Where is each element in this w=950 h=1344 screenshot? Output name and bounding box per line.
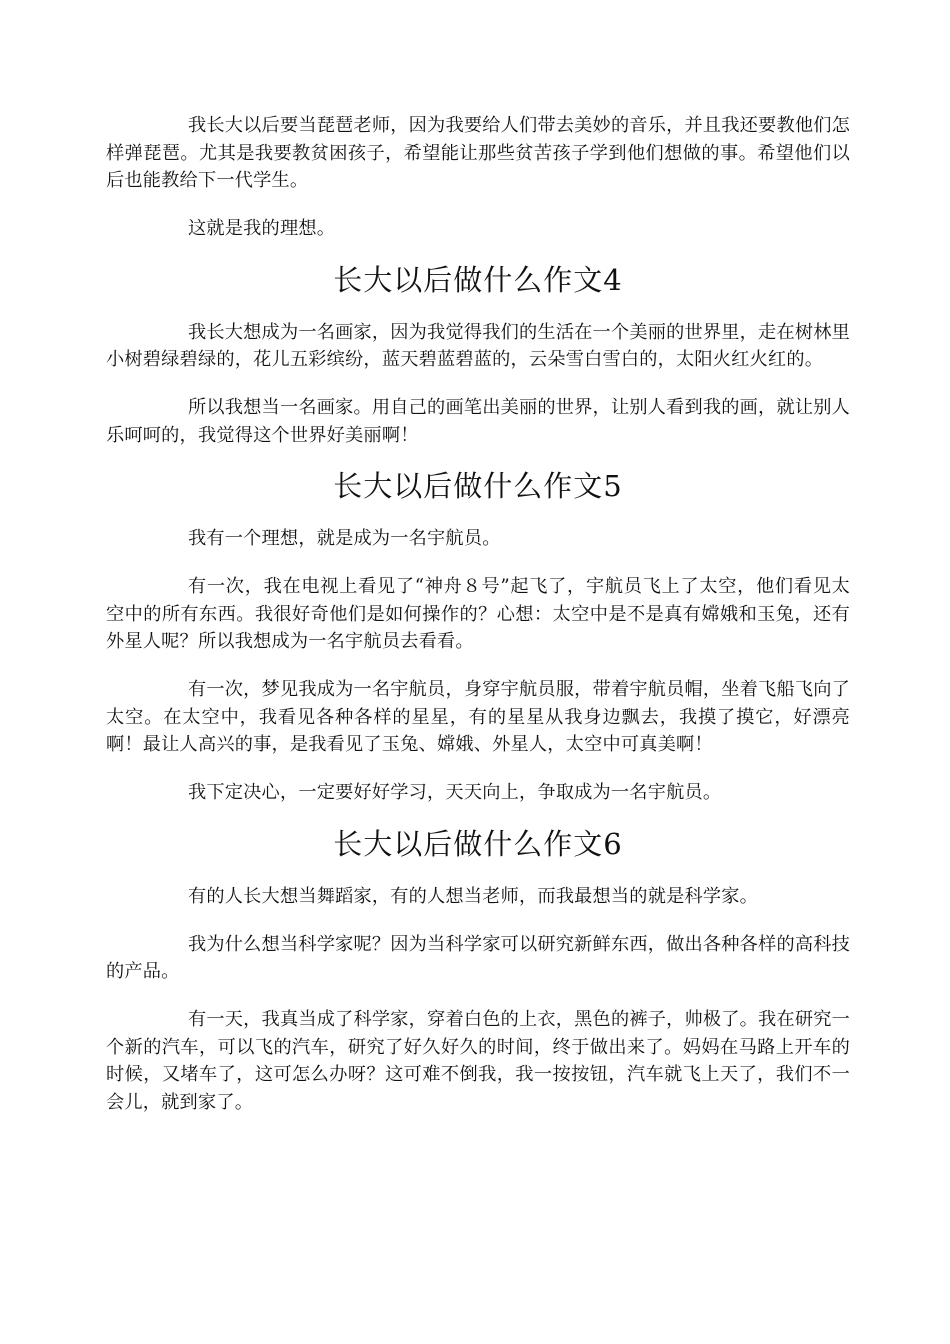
paragraph: 有一次，我在电视上看见了“神舟８号”起飞了，宇航员飞上了太空，他们看见太空中的所有东西。我很好奇他们是如何操作的？心想：太空中是不是真有嫦娥和玉兔，还有外星人呢？所以我想成为一名宇航员去看看。 xyxy=(106,576,851,652)
paragraph: 这就是我的理想。 xyxy=(188,218,336,239)
essay-title: 长大以后做什么作文4 xyxy=(333,262,623,297)
essay-4 xyxy=(106,255,850,450)
paragraph: 我为什么想当科学家呢？因为当科学家可以研究新鲜东西，做出各种各样的高科技的产品。 xyxy=(106,933,850,982)
essay-5 xyxy=(106,461,850,807)
paragraph: 所以我想当一名画家。用自己的画笔出美丽的世界，让别人看到我的画，就让别人乐呵呵的，我觉得这个世界好美丽啊！ xyxy=(106,397,850,446)
document-page xyxy=(106,112,850,1116)
essay-3-continuation xyxy=(106,112,850,243)
paragraph: 有一次，梦见我成为一名宇航员，身穿宇航员服，带着宇航员帽，坐着飞船飞向了太空。在太空中，我看见各种各样的星星，有的星星从我身边飘去，我摸了摸它，好漂亮啊！最让人高兴的事，是我看见了玉兔、嫦娥、外星人，太空中可真美啊！ xyxy=(106,679,850,755)
essay-6 xyxy=(106,819,850,1117)
paragraph: 我下定决心，一定要好好学习，天天向上，争取成为一名宇航员。 xyxy=(188,782,722,803)
essay-title: 长大以后做什么作文5 xyxy=(333,469,623,503)
paragraph: 我长大想成为一名画家，因为我觉得我们的生活在一个美丽的世界里，走在树林里小树碧绿碧绿的，花儿五彩缤纷，蓝天碧蓝碧蓝的，云朵雪白雪白的，太阳火红火红的。 xyxy=(106,321,850,370)
paragraph: 有的人长大想当舞蹈家，有的人想当老师，而我最想当的就是科学家。 xyxy=(188,885,759,907)
essay-title: 长大以后做什么作文6 xyxy=(333,826,623,861)
paragraph: 我有一个理想，就是成为一名宇航员。 xyxy=(188,528,501,549)
paragraph: 有一天，我真当成了科学家，穿着白色的上衣，黑色的裤子，帅极了。我在研究一个新的汽车，可以飞的汽车，研究了好久好久的时间，终于做出来了。妈妈在马路上开车的时候，又堵车了，这可怎么办呀？这可难不倒我，我一按按钮，汽车就飞上天了，我们不一会儿，就到家了。 xyxy=(106,1009,850,1113)
paragraph: 我长大以后要当琵琶老师，因为我要给人们带去美妙的音乐，并且我还要教他们怎样弹琵琶。尤其是我要教贫困孩子，希望能让那些贫苦孩子学到他们想做的事。希望他们以后也能教给下一代学生。 xyxy=(106,115,850,191)
